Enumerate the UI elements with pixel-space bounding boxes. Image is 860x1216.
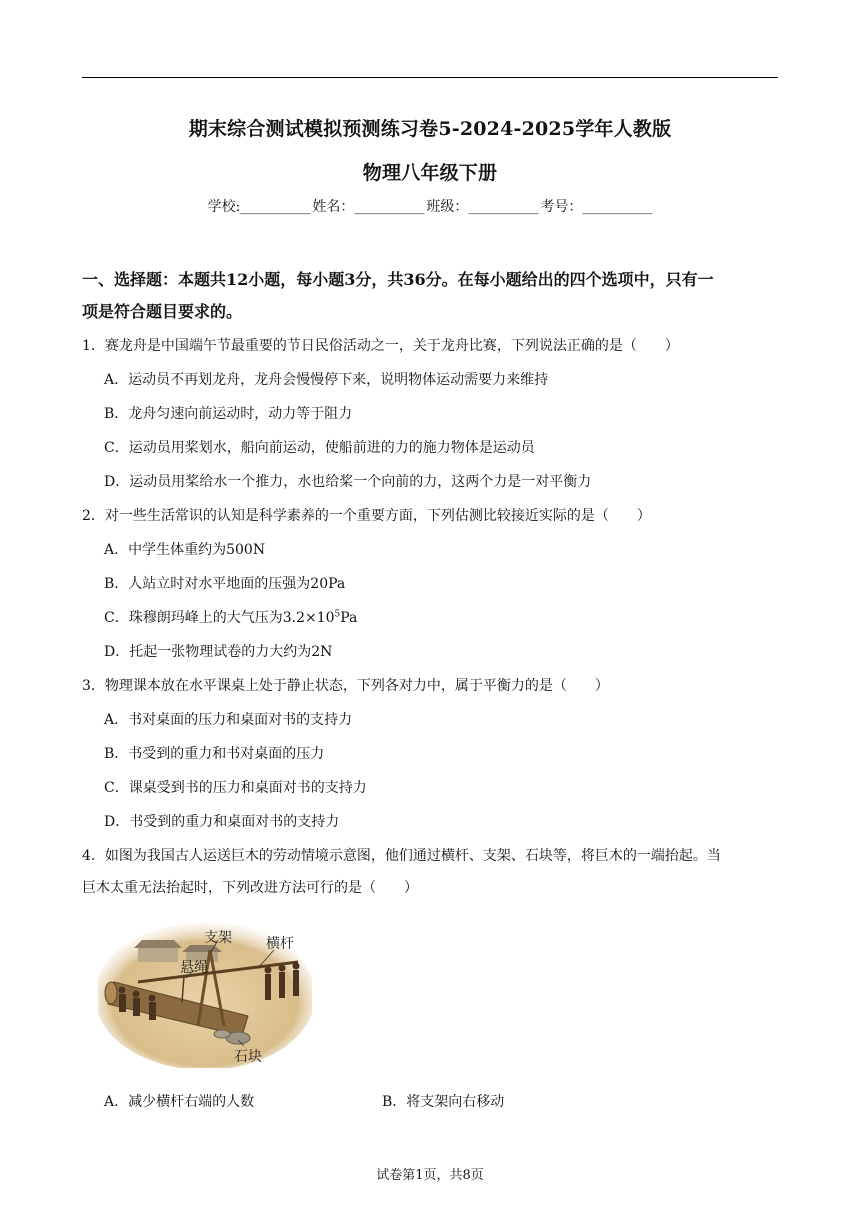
question-2-option-c-text: C．珠穆朗玛峰上的大气压为3.2×10 xyxy=(104,610,335,626)
question-1-option-c: C．运动员用桨划水，船向前运动，使船前进的力的施力物体是运动员 xyxy=(104,440,535,456)
section-heading-line2: 项是符合题目要求的。 xyxy=(82,302,243,321)
question-2-option-c-unit: Pa xyxy=(340,610,358,626)
question-3-option-c: C．课桌受到书的压力和桌面对书的支持力 xyxy=(104,780,367,796)
question-4-option-b: B．将支架向右移动 xyxy=(382,1094,505,1110)
question-3-option-a: A．书对桌面的压力和桌面对书的支持力 xyxy=(104,712,353,728)
name-field: 姓名：__________ xyxy=(312,199,425,215)
question-1-option-b: B．龙舟匀速向前运动时，动力等于阻力 xyxy=(104,406,353,422)
question-3-stem: 3．物理课本放在水平课桌上处于静止状态，下列各对力中，属于平衡力的是（ ） xyxy=(82,678,609,694)
question-2-option-b: B．人站立时对水平地面的压强为20Pa xyxy=(104,576,346,592)
student-info-row xyxy=(0,196,860,216)
school-field: 学校:__________ xyxy=(207,199,311,215)
question-2-option-c xyxy=(104,608,800,628)
exam-title: 期末综合测试模拟预测练习卷5-2024-2025学年人教版 xyxy=(188,118,672,140)
question-4-stem-line1: 4．如图为我国古人运送巨木的劳动情境示意图，他们通过横杆、支架、石块等，将巨木的一端抬起。当 xyxy=(82,848,721,864)
label-rope: 悬绳 xyxy=(180,960,208,976)
label-support: 支架 xyxy=(204,930,232,946)
section-heading-line1: 一、选择题：本题共12小题，每小题3分，共36分。在每小题给出的四个选项中，只有一 xyxy=(82,270,714,289)
label-stone: 石块 xyxy=(234,1049,262,1065)
question-2-stem: 2．对一些生活常识的认知是科学素养的一个重要方面，下列估测比较接近实际的是（ ） xyxy=(82,508,651,524)
class-field: 班级：__________ xyxy=(426,199,539,215)
exam-subtitle: 物理八年级下册 xyxy=(362,162,498,184)
question-1-stem: 1．赛龙舟是中国端午节最重要的节日民俗活动之一，关于龙舟比赛，下列说法正确的是（ ） xyxy=(82,338,679,354)
log-transport-illustration xyxy=(98,918,312,1068)
exam-number-field: 考号：__________ xyxy=(540,199,653,215)
question-3-option-d: D．书受到的重力和桌面对书的支持力 xyxy=(104,814,340,830)
question-1-option-d: D．运动员用桨给水一个推力，水也给桨一个向前的力，这两个力是一对平衡力 xyxy=(104,474,592,490)
page-footer: 试卷第1页，共8页 xyxy=(376,1168,484,1183)
header-rule xyxy=(82,77,778,78)
question-2-option-c-exponent: 5 xyxy=(334,609,341,620)
question-4-option-a: A．减少横杆右端的人数 xyxy=(104,1094,255,1110)
question-4-stem-line2: 巨木太重无法抬起时，下列改进方法可行的是（ ） xyxy=(82,880,418,896)
question-2-option-d: D．托起一张物理试卷的力大约为2N xyxy=(104,644,333,660)
question-2-option-a: A．中学生体重约为500N xyxy=(104,542,266,558)
question-1-option-a: A．运动员不再划龙舟，龙舟会慢慢停下来，说明物体运动需要力来维持 xyxy=(104,372,549,388)
question-3-option-b: B．书受到的重力和书对桌面的压力 xyxy=(104,746,325,762)
label-lever: 横杆 xyxy=(266,936,294,952)
